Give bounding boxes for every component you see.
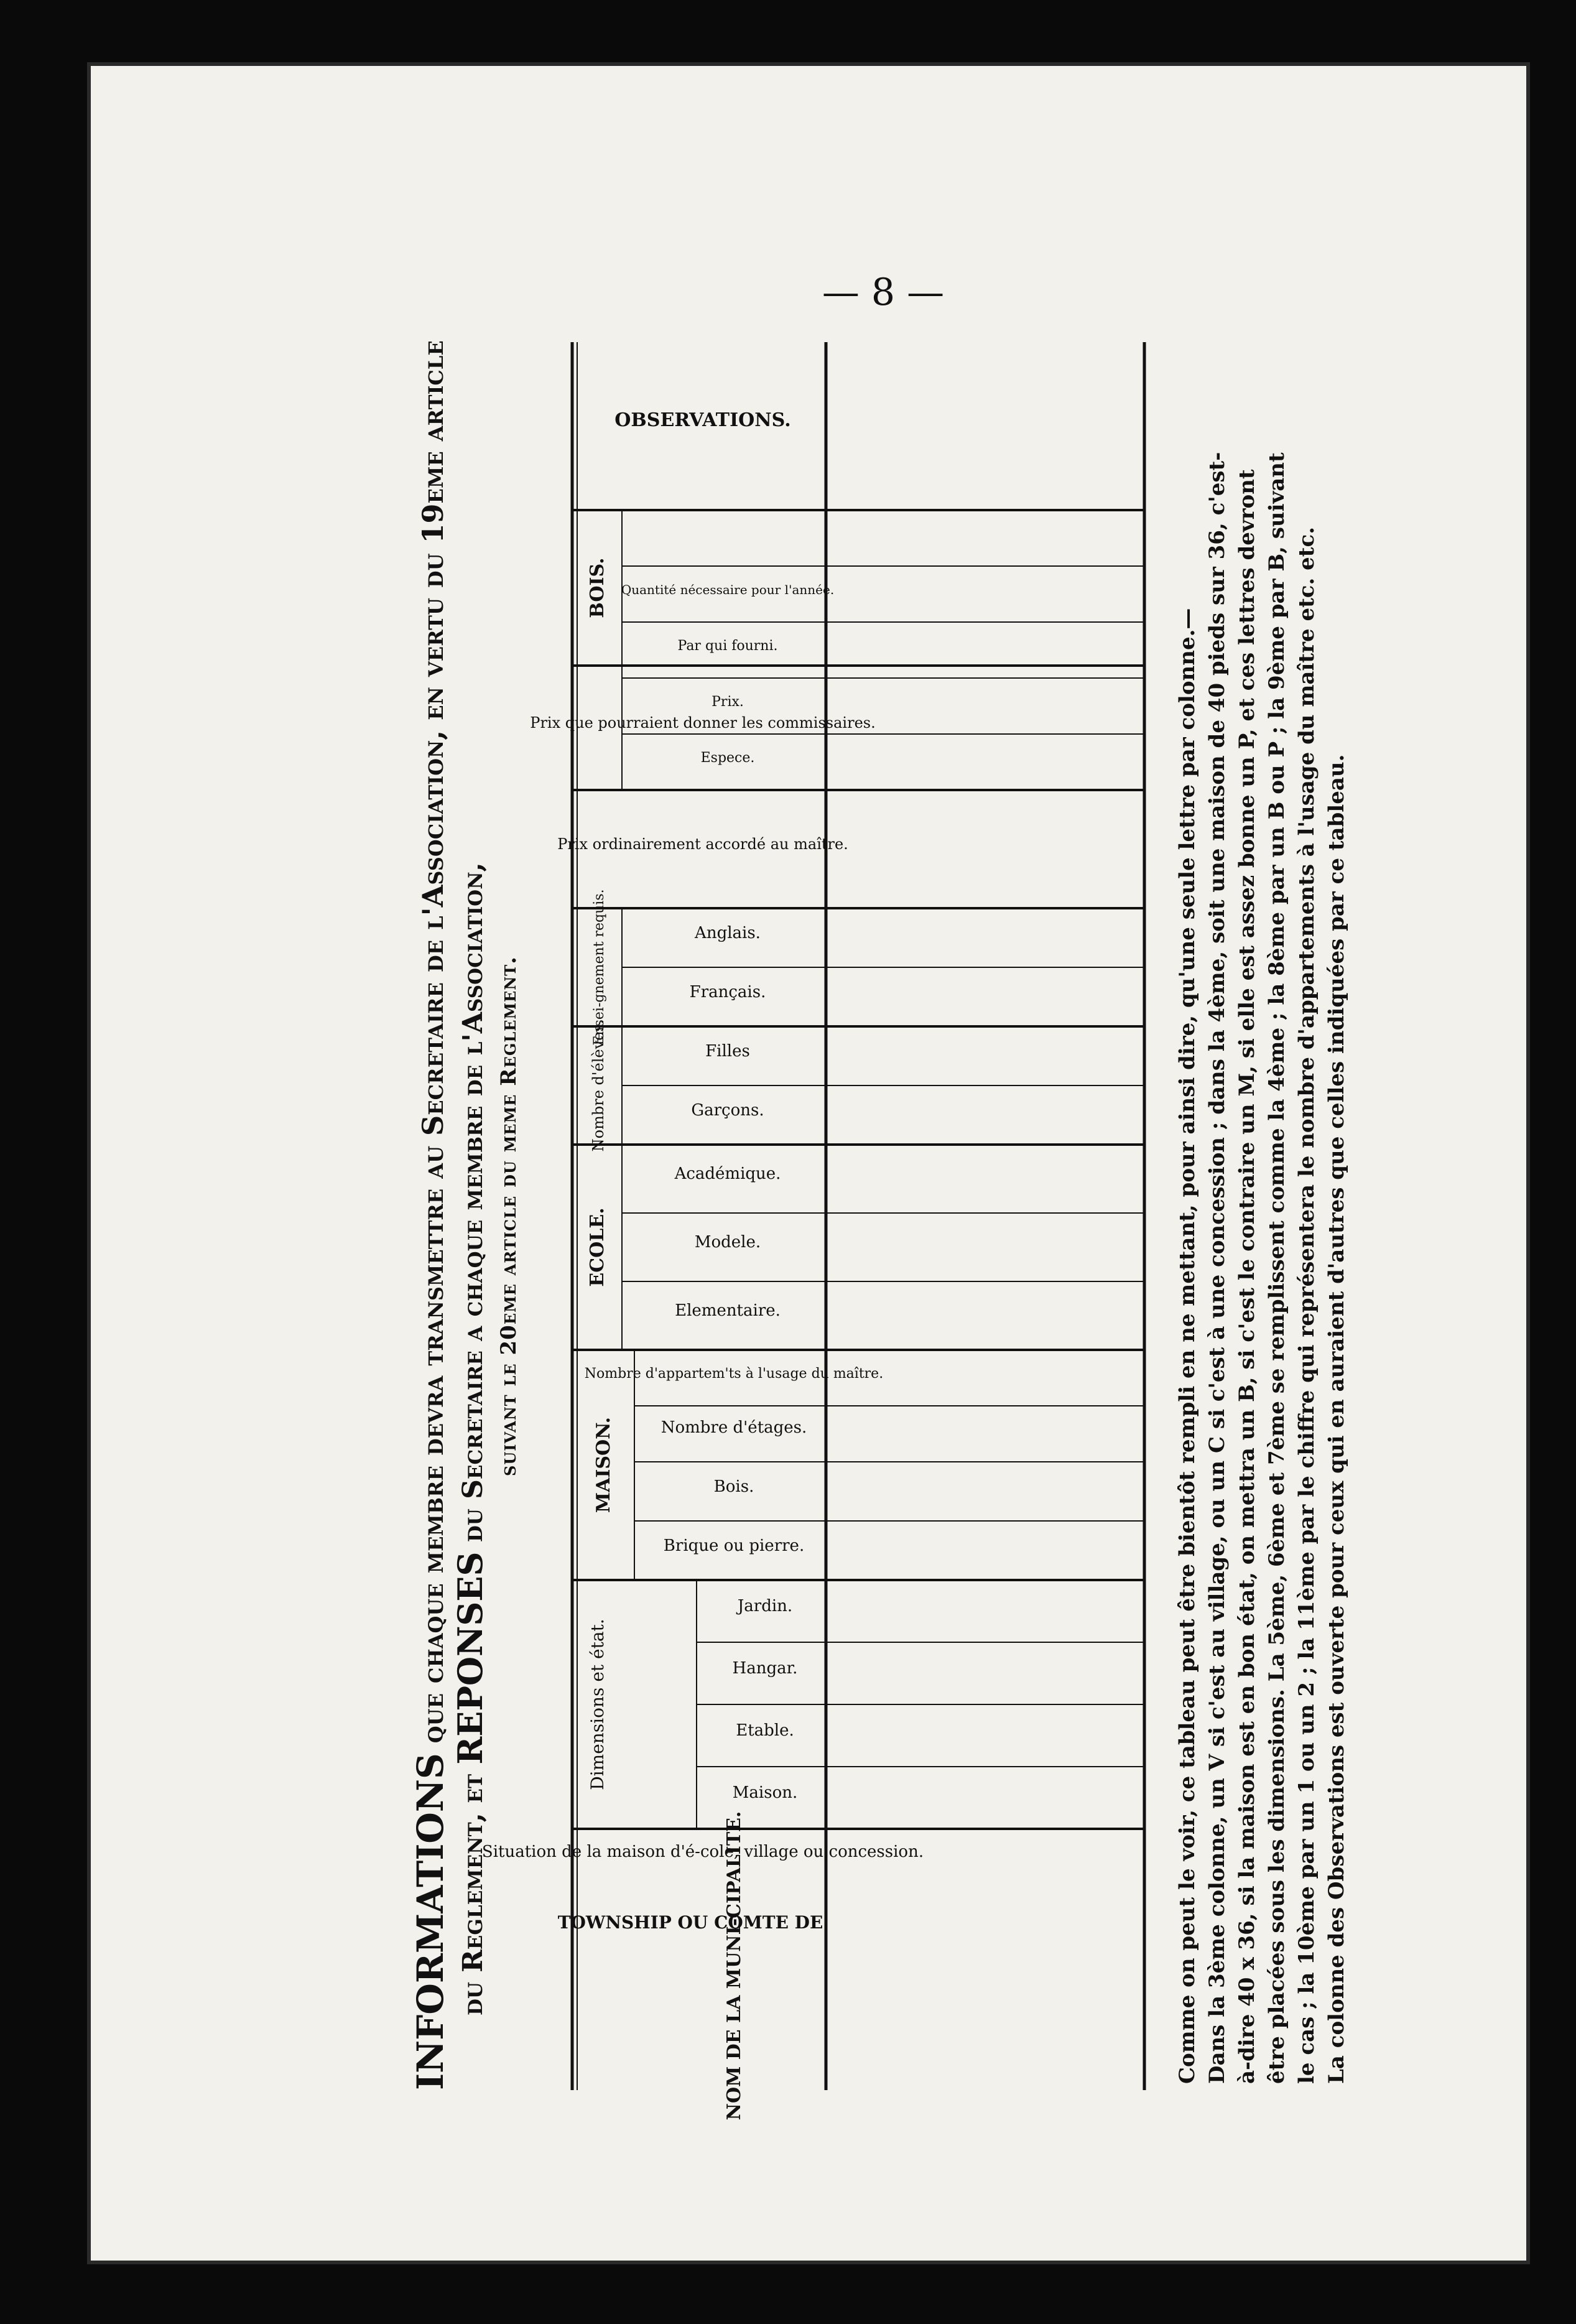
bois-fourni: Par qui fourni.	[677, 638, 778, 654]
bois-prix: Prix.	[712, 694, 744, 710]
group-maison: MAISON.	[593, 1416, 614, 1513]
header-situation: Situation de la maison d'é-cole, village ou concession.	[481, 1843, 924, 1861]
maison-appart: Nombre d'appartem'ts à l'usage du maître.	[584, 1366, 884, 1382]
maison-bois: Bois.	[713, 1477, 754, 1496]
group-enseignement: Ensei-gnement requis.	[591, 889, 607, 1046]
header-observations: OBSERVATIONS.	[614, 409, 791, 431]
ecole-academique: Académique.	[674, 1164, 781, 1183]
dim-hangar: Hangar.	[732, 1659, 798, 1678]
dim-jardin: Jardin.	[737, 1597, 793, 1615]
group-eleves: Nombre d'élèves.	[590, 1019, 607, 1152]
header-municipalite: NOM DE LA MUNI-CIPALITE.	[723, 1811, 745, 2121]
ecole-elementaire: Elementaire.	[675, 1301, 781, 1320]
note-line-3: à-dire 40 x 36, si la maison est en bon état, on mettra un B, si c'est le contraire un M, si elle est assez bonne un P, et ces lettres devront	[1235, 469, 1259, 2084]
heading-line-2	[450, 342, 493, 2015]
explanatory-note	[1172, 342, 1351, 2084]
note-line-6: La colonne des Observations est ouverte pour ceux qui en auraient d'autres que celles indiquées par ce tableau.	[1324, 754, 1349, 2084]
page-sheet	[87, 62, 1530, 2264]
bois-espece: Espece.	[700, 750, 755, 766]
prix-ordinaire: Prix ordinairement accordé au maître.	[557, 835, 848, 853]
bois-quantite: Quantité nécessaire pour l'année.	[621, 582, 835, 597]
column-separators	[572, 510, 1144, 1829]
note-line-4: être placées sous les dimensions. La 5ème, 6ème et 7ème se remplissent comme la 4ème ; la 8ème par un B ou P ; la 9ème par B, suivant	[1264, 452, 1289, 2084]
page-number: — 8 —	[822, 271, 945, 314]
rotated-form	[409, 340, 1349, 2121]
eleves-filles: Filles	[705, 1042, 750, 1061]
dim-etable: Etable.	[736, 1721, 794, 1740]
maison-brique: Brique ou pierre.	[663, 1536, 805, 1555]
note-line-5: le cas ; la 10ème par un 1 ou un 2 ; la 11ème par le chiffre qui représentera le nombre d'appartements à l'usage du maître etc. etc.	[1294, 526, 1319, 2084]
heading-line-2-lead: du Reglement, et	[457, 1773, 489, 2015]
note-line-1: Comme on peut le voir, ce tableau peut être bientôt rempli en ne mettant, pour ainsi dire, qu'une seule lettre par colonne.—	[1175, 608, 1200, 2084]
eleves-garcons: Garçons.	[691, 1101, 764, 1120]
heading-reponses: REPONSES	[450, 1551, 490, 1765]
ecole-modele: Modele.	[694, 1233, 761, 1252]
note-line-2: Dans la 3ème colonne, un V si c'est au village, ou un C si c'est à une concession ; dans la 4ème, soit une maison de 40 pieds sur 36, c'est-	[1205, 452, 1230, 2084]
group-dimensions: Dimensions et état.	[587, 1619, 608, 1790]
group-ecole: ECOLE.	[586, 1207, 608, 1287]
maison-etages: Nombre d'étages.	[661, 1418, 807, 1437]
heading-line-1-rest: que chaque membre devra transmettre au Secretaire de l'Association, en vertu du 19eme article	[416, 340, 450, 1744]
heading-line-3: suivant le 20eme article du meme Reglement.	[496, 956, 521, 1476]
group-bois: BOIS.	[586, 557, 608, 618]
heading-lead: INFORMATIONS	[409, 1753, 452, 2090]
heading-line-2-rest: du Secretaire a chaque membre de l'Association,	[457, 862, 489, 1543]
header-township: TOWNSHIP OU COMTE DE	[557, 1912, 823, 1933]
prix-commissaires: Prix que pourraient donner les commissaires.	[530, 714, 876, 732]
ens-francais: Français.	[689, 983, 766, 1002]
heading-line-1	[410, 342, 453, 2090]
ens-anglais: Anglais.	[695, 924, 761, 942]
dim-maison: Maison.	[732, 1783, 798, 1802]
